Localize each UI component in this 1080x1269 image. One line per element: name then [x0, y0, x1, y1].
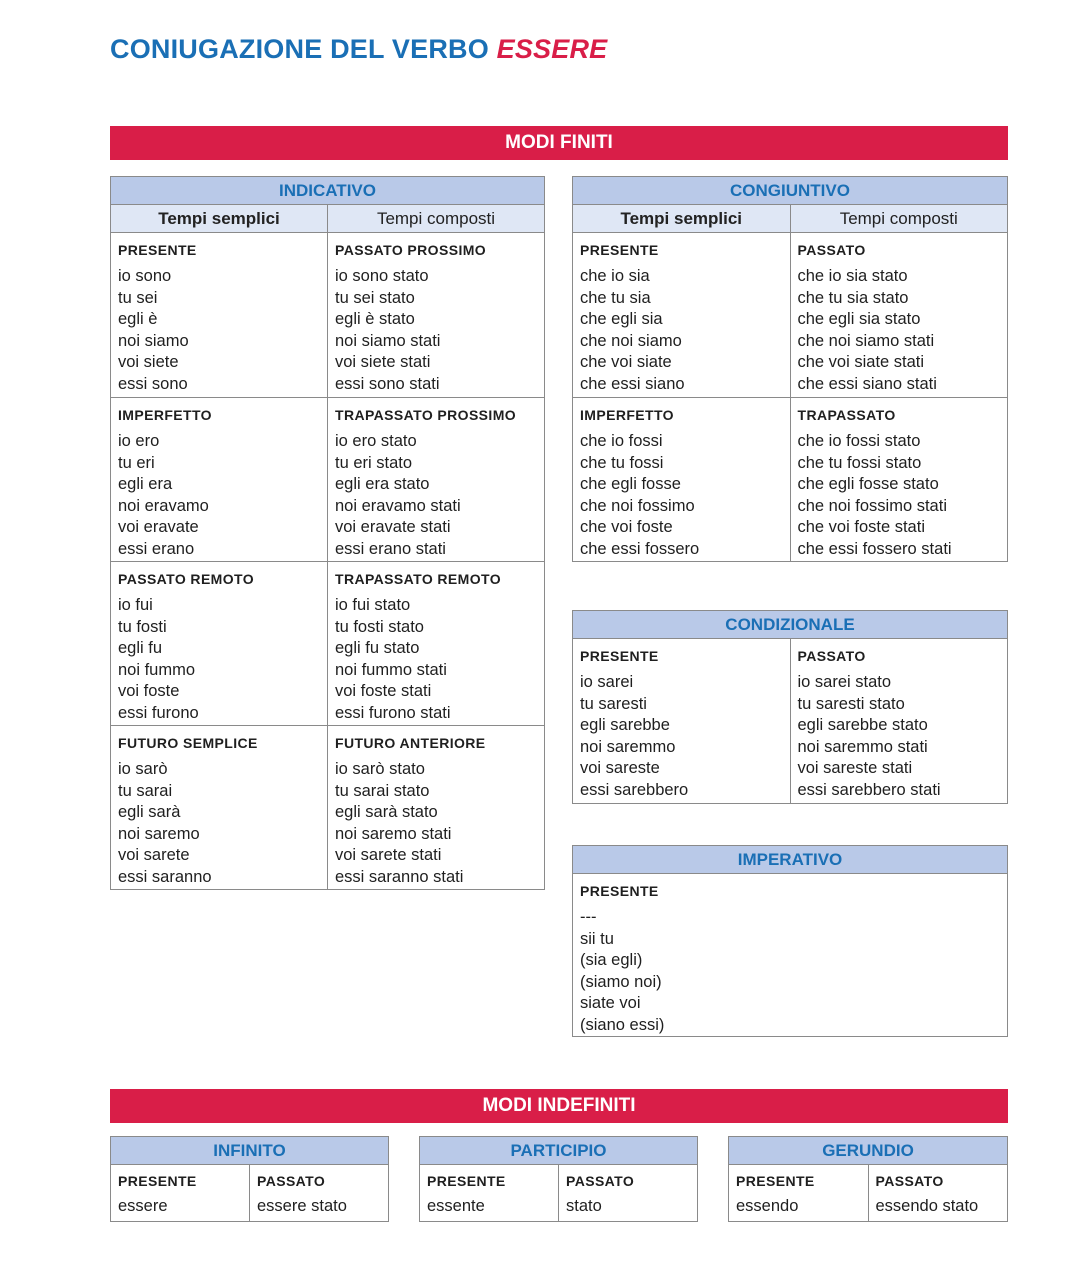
tense-label: PRESENTE [580, 648, 659, 664]
verb-form: essi saranno stati [335, 867, 464, 886]
tense-label: PASSATO PROSSIMO [335, 242, 487, 258]
verb-form: che voi foste [580, 518, 673, 537]
verb-form: essi saranno [118, 867, 212, 886]
verb-form: egli fu stato [335, 639, 420, 658]
verb-form: egli fu [118, 639, 163, 658]
verb-form: noi saremmo [580, 737, 676, 756]
verb-form: io sono [118, 267, 172, 285]
verb-form: io ero [118, 432, 160, 450]
table-row [573, 639, 1007, 803]
table-row [111, 397, 544, 561]
table-row [111, 725, 544, 889]
indicativo-header: INDICATIVO [111, 177, 544, 205]
verb-form: essi sono stati [335, 374, 440, 393]
tense-cell [327, 726, 544, 889]
verb-form: essi erano stati [335, 539, 446, 558]
tense-label: FUTURO SEMPLICE [118, 735, 258, 751]
tense-cell [729, 1165, 868, 1221]
verb-form: egli sarà stato [335, 803, 438, 822]
congiuntivo-subheader [573, 205, 1007, 233]
congiuntivo-rows [573, 233, 1007, 561]
participio-header: PARTICIPIO [420, 1137, 697, 1165]
verb-form: che voi siate [580, 353, 672, 372]
verb-form: noi siamo [118, 331, 189, 350]
verb-form: essente [427, 1197, 485, 1215]
infinito-header: INFINITO [111, 1137, 388, 1165]
tense-label: PASSATO [566, 1173, 635, 1189]
verb-form: che noi fossimo stati [797, 496, 947, 515]
verb-form: che noi siamo [580, 331, 682, 350]
verb-form: io fui stato [335, 596, 411, 614]
verb-form: essi sono [118, 374, 188, 393]
title-prefix: CONIUGAZIONE DEL VERBO [110, 34, 489, 64]
tense-cell [327, 398, 544, 561]
tense-cell [790, 639, 1008, 803]
verb-form: io sarò stato [335, 760, 425, 778]
verb-form: egli sarebbe stato [797, 716, 928, 735]
verb-form: tu eri [118, 453, 155, 472]
verb-form: noi eravamo stati [335, 496, 461, 515]
tense-label: TRAPASSATO PROSSIMO [335, 407, 517, 423]
verb-form: tu saresti [580, 694, 647, 713]
tense-cell [111, 233, 327, 397]
verb-form: sii tu [580, 929, 614, 948]
tense-cell [327, 562, 544, 725]
col-tempi-composti: Tempi composti [790, 205, 1008, 232]
verb-form: egli era [118, 475, 173, 494]
condizionale-table [572, 610, 1008, 804]
verb-form: che essi fossero stati [797, 539, 952, 558]
table-row [729, 1165, 1007, 1221]
verb-form: che voi foste stati [797, 518, 925, 537]
verb-form: voi siete [118, 353, 179, 372]
verb-form: voi eravate stati [335, 518, 451, 537]
verb-form: che tu sia stato [797, 288, 909, 307]
verb-form: io sono stato [335, 267, 429, 285]
table-row [111, 561, 544, 725]
verb-form: noi fummo [118, 660, 196, 679]
verb-form: egli era stato [335, 475, 430, 494]
tense-label: PASSATO [797, 648, 866, 664]
verb-form: voi eravate [118, 518, 199, 537]
verb-form: siate voi [580, 994, 641, 1013]
verb-form: tu sarai [118, 781, 173, 800]
verb-form: noi eravamo [118, 496, 209, 515]
verb-form: noi saremmo stati [797, 737, 928, 756]
col-tempi-composti: Tempi composti [327, 205, 544, 232]
col-tempi-semplici: Tempi semplici [158, 209, 280, 228]
condizionale-header: CONDIZIONALE [573, 611, 1007, 639]
tense-label: PASSATO [257, 1173, 326, 1189]
verb-form: voi foste [118, 682, 180, 701]
verb-form: essi erano [118, 539, 195, 558]
verb-form: egli sarebbe [580, 716, 670, 735]
verb-form: che egli sia stato [797, 310, 921, 329]
verb-form: tu fosti stato [335, 617, 424, 636]
verb-form: noi siamo stati [335, 331, 441, 350]
verb-form: essendo [736, 1197, 799, 1215]
verb-form: voi sareste stati [797, 759, 913, 778]
tense-label: TRAPASSATO REMOTO [335, 571, 501, 587]
modi-indefiniti-band: MODI INDEFINITI [110, 1089, 1008, 1123]
verb-form: che noi siamo stati [797, 331, 935, 350]
tense-label: PASSATO REMOTO [118, 571, 255, 587]
verb-form: che essi fossero [580, 539, 700, 558]
verb-form: io fui [118, 596, 153, 614]
verb-form: essi sarebbero [580, 780, 689, 799]
verb-form: tu fosti [118, 617, 167, 636]
tense-label: IMPERFETTO [118, 407, 212, 423]
verb-form: io ero stato [335, 432, 417, 450]
indicativo-rows [111, 233, 544, 889]
tense-cell [573, 398, 790, 561]
tense-cell [573, 233, 790, 397]
tense-label: PRESENTE [580, 883, 659, 899]
verb-form: voi sareste [580, 759, 660, 778]
verb-form: che io sia stato [797, 267, 908, 285]
tense-cell [111, 1165, 249, 1221]
infinito-table [110, 1136, 389, 1222]
verb-form: che io sia [580, 267, 650, 285]
verb-form: io sarei stato [797, 673, 892, 691]
tense-cell [420, 1165, 558, 1221]
indicativo-subheader [111, 205, 544, 233]
verb-form: (siano essi) [580, 1015, 665, 1034]
tense-cell [111, 398, 327, 561]
tense-cell [327, 233, 544, 397]
verb-form: voi sarete stati [335, 846, 442, 865]
tense-cell [249, 1165, 388, 1221]
tense-label: PRESENTE [580, 242, 659, 258]
tense-cell [790, 398, 1008, 561]
verb-form: (siamo noi) [580, 972, 662, 991]
gerundio-header: GERUNDIO [729, 1137, 1007, 1165]
verb-form: voi foste stati [335, 682, 432, 701]
imperativo-cell [573, 874, 1007, 1036]
verb-form: tu sarai stato [335, 781, 430, 800]
tense-label: PRESENTE [427, 1173, 506, 1189]
table-row [573, 397, 1007, 561]
verb-form: noi saremo [118, 824, 200, 843]
col-tempi-semplici: Tempi semplici [620, 209, 743, 228]
verb-form: essere [118, 1197, 168, 1215]
tense-label: TRAPASSATO [797, 407, 896, 423]
verb-form: (sia egli) [580, 951, 643, 970]
verb-form: egli è [118, 310, 158, 329]
verb-form: egli sarà [118, 803, 181, 822]
verb-form: tu sei [118, 288, 158, 307]
verb-form: che tu sia [580, 288, 651, 307]
tense-label: IMPERFETTO [580, 407, 674, 423]
verb-form: che essi siano stati [797, 374, 937, 393]
verb-form: voi siete stati [335, 353, 431, 372]
tense-cell [558, 1165, 697, 1221]
title-verb: ESSERE [496, 34, 608, 64]
verb-form: noi fummo stati [335, 660, 447, 679]
tense-cell [111, 562, 327, 725]
verb-form: che essi siano [580, 374, 685, 393]
verb-form: io sarei [580, 673, 634, 691]
table-row [111, 1165, 388, 1221]
verb-form: che egli fosse stato [797, 475, 939, 494]
verb-form: che io fossi stato [797, 432, 921, 450]
congiuntivo-table [572, 176, 1008, 562]
tense-label: PASSATO [875, 1173, 944, 1189]
gerundio-table [728, 1136, 1008, 1222]
verb-form: tu sei stato [335, 288, 415, 307]
verb-form: che tu fossi [580, 453, 664, 472]
modi-finiti-band: MODI FINITI [110, 126, 1008, 160]
verb-form: essi furono stati [335, 703, 451, 722]
table-row [111, 233, 544, 397]
indicativo-table [110, 176, 545, 890]
verb-form: egli è stato [335, 310, 415, 329]
verb-form: tu saresti stato [797, 694, 905, 713]
verb-form: tu eri stato [335, 453, 413, 472]
tense-cell [790, 233, 1008, 397]
verb-form: che tu fossi stato [797, 453, 922, 472]
tense-cell [868, 1165, 1008, 1221]
tense-label: PRESENTE [118, 242, 197, 258]
tense-label: FUTURO ANTERIORE [335, 735, 486, 751]
verb-form: stato [566, 1197, 602, 1215]
condizionale-rows [573, 639, 1007, 803]
verb-form: noi saremo stati [335, 824, 452, 843]
verb-form: io sarò [118, 760, 168, 778]
verb-form: --- [580, 908, 597, 926]
verb-form: essi furono [118, 703, 199, 722]
verb-form: che egli sia [580, 310, 663, 329]
congiuntivo-header: CONGIUNTIVO [573, 177, 1007, 205]
table-row [420, 1165, 697, 1221]
verb-form: che egli fosse [580, 475, 681, 494]
tense-label: PASSATO [797, 242, 866, 258]
verb-form: voi sarete [118, 846, 190, 865]
imperativo-table [572, 845, 1008, 1037]
tense-label: PRESENTE [118, 1173, 197, 1189]
tense-cell [111, 726, 327, 889]
verb-form: essere stato [257, 1197, 347, 1215]
verb-form: essendo stato [875, 1197, 979, 1215]
table-row [573, 233, 1007, 397]
page-title [110, 34, 607, 65]
verb-form: che voi siate stati [797, 353, 925, 372]
imperativo-header: IMPERATIVO [573, 846, 1007, 874]
verb-form: che noi fossimo [580, 496, 695, 515]
tense-cell [573, 639, 790, 803]
verb-form: che io fossi [580, 432, 663, 450]
participio-table [419, 1136, 698, 1222]
tense-label: PRESENTE [736, 1173, 815, 1189]
verb-form: essi sarebbero stati [797, 780, 941, 799]
